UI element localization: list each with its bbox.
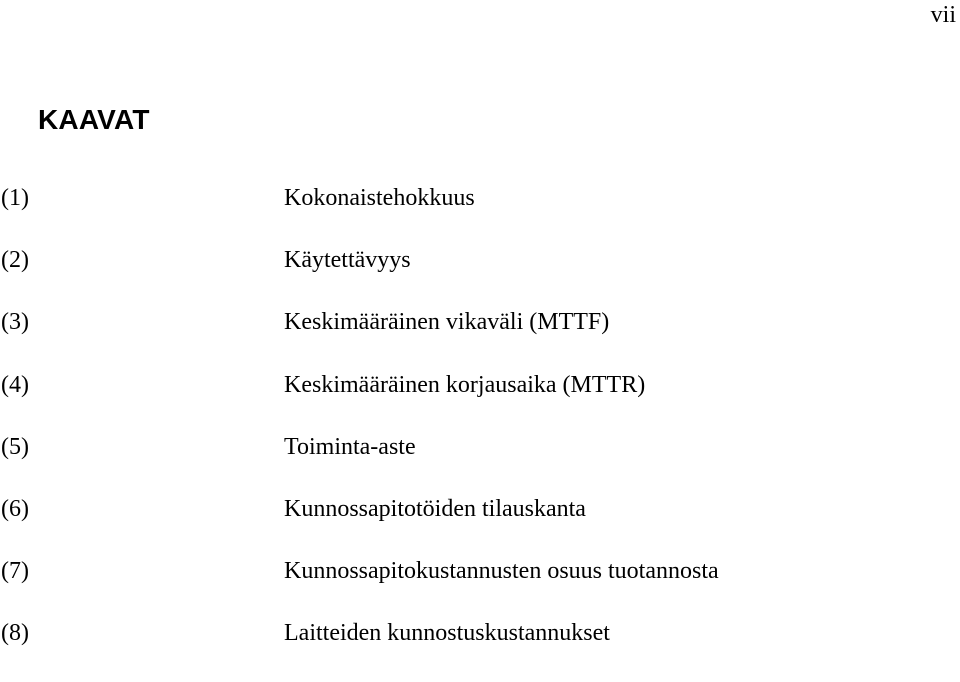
formula-number: (1) [1, 185, 29, 211]
formula-number: (8) [1, 620, 29, 647]
formula-row [0, 433, 960, 495]
formula-list [0, 184, 960, 682]
formula-label: Käytettävyys [284, 247, 411, 274]
formula-label: Toiminta-aste [284, 433, 416, 460]
formula-row [0, 184, 960, 246]
formula-row [0, 371, 960, 433]
formula-row [0, 308, 960, 370]
formula-row [0, 619, 960, 681]
section-heading: KAAVAT [38, 104, 150, 135]
formula-label: Kokonaistehokkuus [284, 185, 475, 211]
formula-label: Kunnossapitotöiden tilauskanta [284, 495, 586, 522]
formula-row [0, 495, 960, 557]
formula-number: (3) [1, 309, 29, 336]
formula-row [0, 246, 960, 308]
formula-label: Keskimääräinen vikaväli (MTTF) [284, 309, 610, 336]
formula-number: (7) [1, 558, 29, 585]
formula-label: Keskimääräinen korjausaika (MTTR) [284, 371, 646, 398]
formula-number: (2) [1, 247, 29, 274]
formula-number: (4) [1, 371, 29, 398]
page-number: vii [930, 2, 956, 28]
formula-number: (6) [1, 495, 29, 522]
formula-label: Laitteiden kunnostuskustannukset [284, 620, 610, 647]
formula-row [0, 557, 960, 619]
formula-number: (5) [1, 433, 29, 460]
formula-label: Kunnossapitokustannusten osuus tuotannosta [284, 558, 719, 585]
